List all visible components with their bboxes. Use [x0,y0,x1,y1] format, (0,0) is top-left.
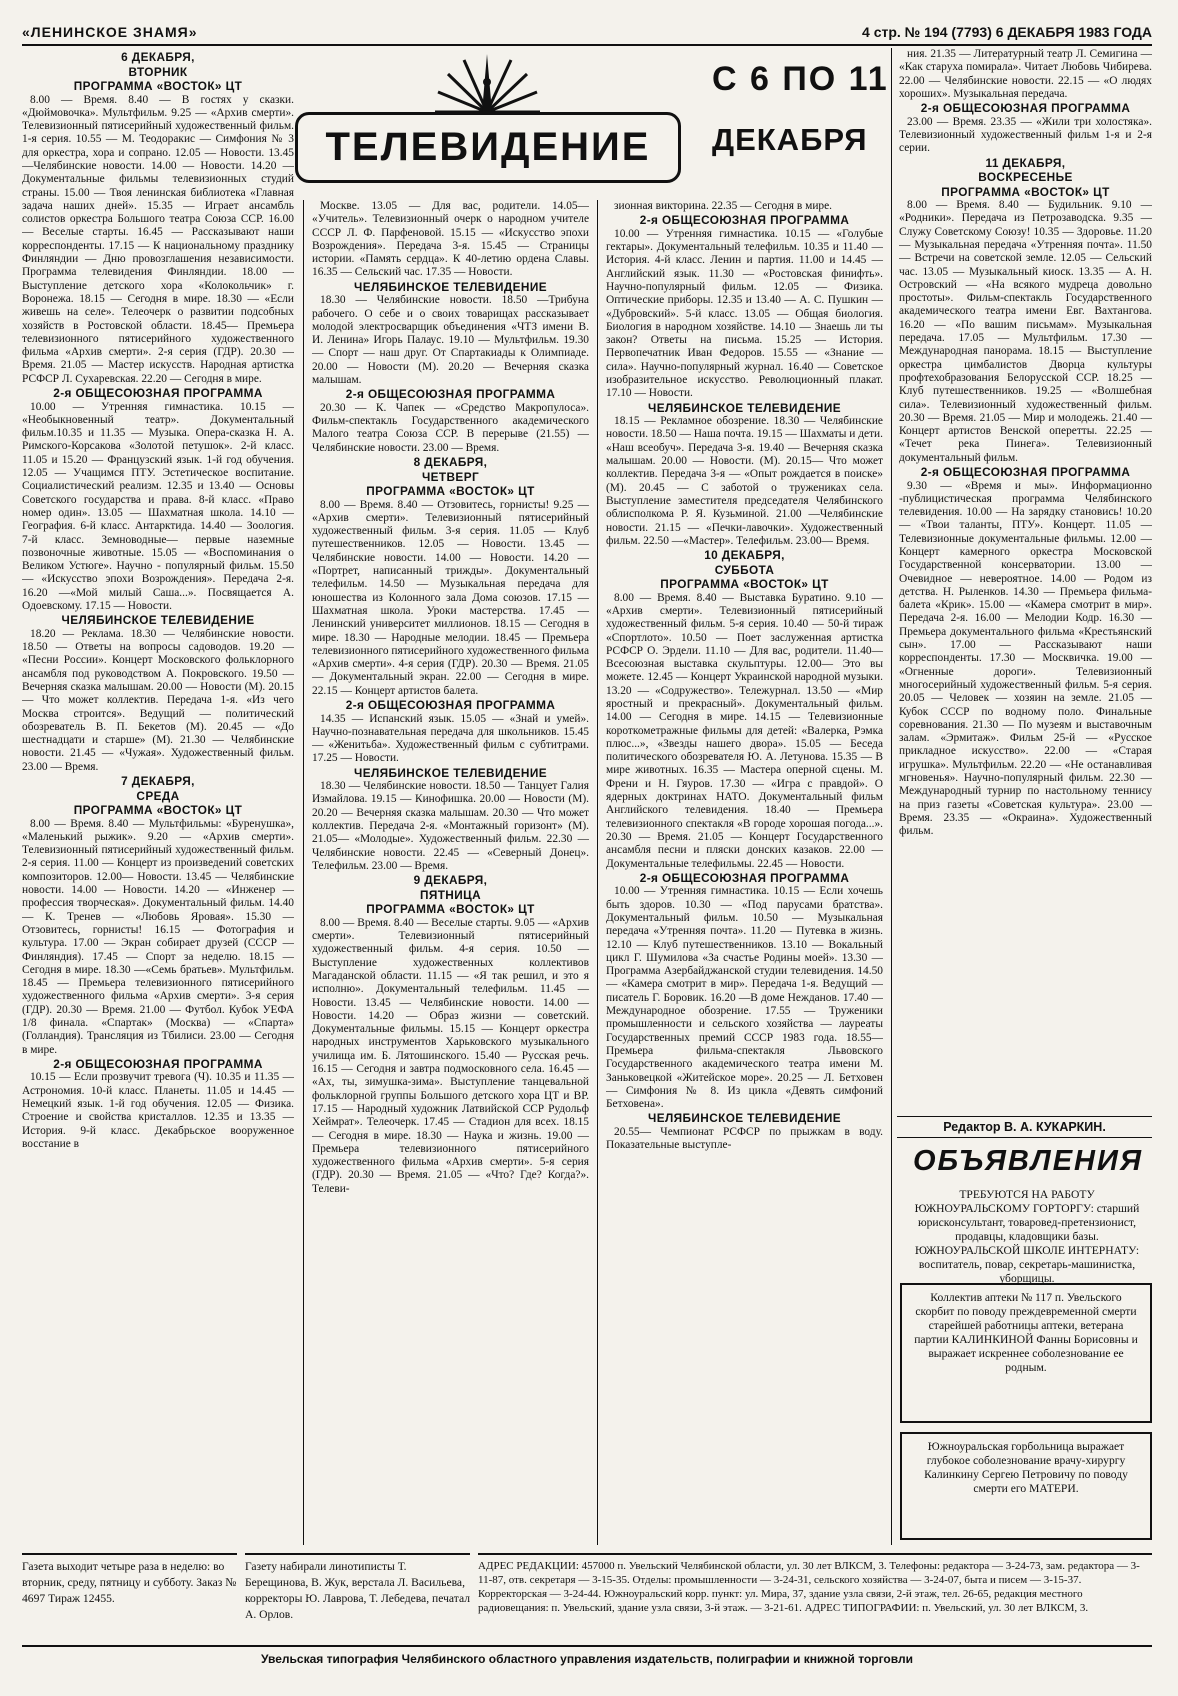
schedule-heading: ПРОГРАММА «ВОСТОК» ЦТ [366,484,535,499]
schedule-text: 10.00 — Утренняя гимнастика. 10.15 — «Необыкновенный театр». Документальный фильм.10.35 и 11.35 — Музыка. Опера-сказка Н. А. Римского-Корсакова «Золотой петушок». 2-й класс. 11.05 и 15.20 — Французский язык. 1-й год обучения. 12.05 — Учащимся ПТУ. Эстетическое воспитание. Социалистический реализм. 12.35 и 13.40 — Основы Советского государства и права. 8-й класс. «Право номер один». 13.05 — Шахматная школа. 14.10 — География. 6-й класс. Антарктида. 14.40 — Зоология. 7-й класс. Земноводные— первые наземные позвоночные животные. 15.05 — «Воспоминания о Великом Устюге». Научно - популярный фильм. 15.50 — «Искусство эпохи Возрождения». Передача 2-я. 16.20 —«Мой милый Саша...». Посвящается А. Одоевскому. 17.15 — Новости. [22,400,294,612]
schedule-text: 18.20 — Реклама. 18.30 — Челябинские новости. 18.50 — Ответы на вопросы садоводов. 19.20 — «Песни России». Концерт Московского фольклорного ансамбля под руководством А. Покровского. 19.50 — Вечерняя сказка малышам. 20.00 — Новости (М). 20.15 — Что может коллектив. Передача 1-я. «Из чего Москва строится». Ведущий — политический обозреватель В. П. Бекетов (М). 20.45 — «До шестнадцати и старше» (М). 21.30 — Челябинские новости. 21.45 — «Чужая». Художественный фильм. 23.00 — Время. [22,627,294,773]
job-ad: ТРЕБУЮТСЯ НА РАБОТУ ЮЖНОУРАЛЬСКОМУ ГОРТОРГУ: старший юрисконсультант, товаровед-претензионист, продавцы, кладовщики базы. ЮЖНОУРАЛЬСКОЙ ШКОЛЕ ИНТЕРНАТУ: воспитатель, повар, секретарь-машинистка, уборщицы. [914,1188,1140,1285]
printer-line: Увельская типография Челябинского областного управления издательств, полиграфии и книжной торговли [22,1645,1152,1666]
schedule-heading: 7 ДЕКАБРЯ, [121,774,195,789]
schedule-heading: ВТОРНИК [128,64,188,79]
schedule-heading: СУББОТА [714,562,775,577]
schedule-heading: ВОСКРЕСЕНЬЕ [978,170,1073,185]
schedule-text: 23.00 — Время. 23.35 — «Жили три холостяка». Телевизионный художественный фильм 1-я и 2-я серии. [899,115,1152,155]
schedule-heading: ЧЕТВЕРГ [421,469,480,484]
schedule-column-1 [22,50,294,1545]
schedule-text: 8.00 — Время. 8.40 — Будильник. 9.10 — «Родники». Передача из Петрозаводска. 9.35 — Служу Советскому Союзу! 10.35 — Здоровье. 11.20 — Музыкальная передача «Утренняя почта». 11.50 — Встречи на советской земле. 12.05 — Сельский час. 13.05 — Музыкальный киоск. 13.35 — А. Н. Островский — «На всякого мудреца довольно простоты». Фильм-спектакль Государственного академического театра имени Евг. Вахтангова. 16.20 — «По вашим письмам». Музыкальная передача. 17.05 — Мультфильм. 17.30 — Международная панорама. 18.15 — Выступление оркестра цимбалистов Дворца культуры профтехобразования Белорусской ССР. 18.25 — Клуб путешественников. 19.25 — «Волшебная сила». Телевизионный художественный фильм. 20.30 — Время. 21.05 — Мир и молодежь. 21.40 — Концерт артистов Венской оперетты. 22.25 — «Течет река Пинега». Телевизионный документальный фильм. [899,199,1152,464]
schedule-heading: ЧЕЛЯБИНСКОЕ ТЕЛЕВИДЕНИЕ [648,1111,841,1126]
footer-address: АДРЕС РЕДАКЦИИ: 457000 п. Увельский Челябинской области, ул. 30 лет ВЛКСМ, 3. Телефоны: редактора — 3-24-73, зам. редактора — 3-11-87, отв. секретаря — 3-15-35. Отделы: промышленности — 3-24-31, сельского хозяйства — 3-24-07, быта и писем — 3-15-37. Корректорская — 3-24-44. Южноуральский корр. пункт: ул. Мира, 37, здание узла связи, 2-й этаж, тел. 26-65, редакция местного радиовещания: п. Увельский, здание узла связи, 3-й этаж. — 3-21-61. АДРЕС ТИПОГРАФИИ: п. Увельский, ул. 30 лет ВЛКСМ, 3. [478,1553,1152,1623]
schedule-text: 10.15 — Если прозвучит тревога (Ч). 10.35 и 11.35 — Астрономия. 10-й класс. Планеты. 11.05 и 14.45 — Немецкий язык. 1-й год обучения. 12.05 — Физика. Строение и свойства кристаллов. 12.35 и 13.35 — История. 9-й класс. Декабрьское вооруженное восстание в [22,1071,294,1150]
issue-info: 4 стр. № 194 (7793) 6 ДЕКАБРЯ 1983 ГОДА [862,24,1152,40]
schedule-heading: ПРОГРАММА «ВОСТОК» ЦТ [366,902,535,917]
schedule-heading: ПРОГРАММА «ВОСТОК» ЦТ [73,79,243,93]
schedule-heading: ПРОГРАММА «ВОСТОК» ЦТ [660,577,829,592]
schedule-text: 14.35 — Испанский язык. 15.05 — «Знай и умей». Научно-познавательная передача для школьников. 15.45 — «Женитьба». Художественный фильм с субтитрами. 17.25 — Новости. [312,712,589,765]
dates-line-2: ДЕКАБРЯ [712,122,868,157]
schedule-text: 10.00 — Утренняя гимнастика. 10.15 — Если хочешь быть здоров. 10.30 — «Под парусами братства». Документальный фильм. 10.50 — Музыкальная передача «Утренняя почта». 11.20 — Путевка в жизнь. 12.10 — Клуб путешественников. 13.10 — Вокальный цикл Г. Шумилова «За счастье Родины моей». 13.30 — Программа Азербайджанской студии телевидения. 14.50 — «Камера смотрит в мир». Передача 1-я. Ведущий — писатель Г. Боровик. 16.20 —В доме Нежданов. 17.40 — Международное обозрение. 17.55 — Труженики промышленности и сельского хозяйства — лауреаты Государственных премий СССР 1983 года. 18.55—Премьера фильма-спектакля Львовского Государственного академического театра имени М. Заньковецкой «Житейское море». 20.25 — Л. Бетховен — Симфония № 8. Из цикла «Девять симфоний Бетховена». [606,885,883,1111]
schedule-text: 20.55— Чемпионат РСФСР по прыжкам в воду. Показательные выступле- [606,1125,883,1152]
schedule-heading: 11 ДЕКАБРЯ, [985,155,1066,170]
column-rule [597,200,598,1545]
footer-typesetters: Газету набирали линотиписты Т. Берещинова, В. Жук, верстала Л. Васильева, корректоры Ю. Лаврова, Т. Лебедева, печатал А. Орлов. [245,1553,470,1623]
schedule-heading: ПЯТНИЦА [419,887,482,902]
schedule-heading: 10 ДЕКАБРЯ, [704,548,785,563]
schedule-heading: 2-я ОБЩЕСОЮЗНАЯ ПРОГРАММА [53,386,263,401]
schedule-text: 9.30 — «Время и мы». Информационно -публицистическая программа Челябинского телевидения. 10.00 — На зарядку становись! 10.20 — «Твои таланты, ПТУ». Концерт. 11.05 — Телевизионные документальные фильмы. 12.00 — Концерт камерного оркестра Московской Государственной консерватории. 13.00 — Очевидное — невероятное. 14.00 — Родом из детства. Н. Рыленков. 14.30 — Премьера фильма-балета «Крик». 15.00 — «Камера смотрит в мир». Передача 2-я. 16.00 — Мелодии Кодр. 16.30 — Премьера документального фильма «Крестьянский сын». 17.00 — Рассказывают наши корреспонденты. 17.30 — Москвичка. 19.00 — «Огненные дороги». Телевизионный многосерийный художественный фильм. 5-я серия. 20.05 — Человек — хозяин на земле. 21.05 — Кубок СССР по водному поло. Финальные соревнования. 21.30 — По музеям и выставочным залам. «Эрмитаж». Фильм 25-й — «Русское прикладное искусство». 22.00 — «Старая игрушка». Мультфильм. 22.20 — «Не останавливая мгновенья». Научно-популярный фильм. 22.30 — Международный турнир по настольному теннису на приз газеты «Советская культура». 23.00 — Время. 23.35 — «Окраина». Художественный фильм. [899,479,1152,838]
schedule-heading: ЧЕЛЯБИНСКОЕ ТЕЛЕВИДЕНИЕ [354,765,547,780]
schedule-heading: 2-я ОБЩЕСОЮЗНАЯ ПРОГРАММА [639,870,850,885]
schedule-heading: ЧЕЛЯБИНСКОЕ ТЕЛЕВИДЕНИЕ [648,400,841,415]
schedule-heading: 2-я ОБЩЕСОЮЗНАЯ ПРОГРАММА [345,698,556,712]
footer-schedule: Газета выходит четыре раза в неделю: во вторник, среду, пятницу и субботу. Заказ № 4697 Тираж 12455. [22,1553,237,1623]
editor-credit: Редактор В. А. КУКАРКИН. [897,1116,1152,1138]
schedule-heading: 9 ДЕКАБРЯ, [413,873,488,888]
schedule-heading: ПРОГРАММА «ВОСТОК» ЦТ [73,803,243,818]
schedule-heading: 2-я ОБЩЕСОЮЗНАЯ ПРОГРАММА [920,465,1131,480]
schedule-heading: 6 ДЕКАБРЯ, [121,50,195,64]
schedule-heading: ПРОГРАММА «ВОСТОК» ЦТ [941,184,1110,199]
schedule-text: 8.00 — Время. 8.40 — Мультфильмы: «Буренушка», «Маленький рыжик». 9.20 — «Архив смерти». Телевизионный пятисерийный художественный фильм. 2-я серия. 11.00 — Концерт из произведений советских композиторов. 12.00— Новости. 13.45 — Челябинские новости. 14.00 — Новости. 14.20 — «Инженер — профессия творческая». Документальный фильм. 14.40 — К. Тренев — «Любовь Яровая». 15.30 — Отзовитесь, горнисты! 16.15 — Фотография и культура. 17.00 — Экран собирает друзей (СССР — Финляндия). 17.45 — Спорт за неделю. 18.15 — Сегодня в мире. 18.30 —«Семь братьев». Мультфильм. 18.45 — Премьера телевизионного пятисерийного художественного фильма «Архив смерти». 3-я серия (ГДР). 20.30 — Время. 21.00 — Футбол. Кубок УЕФА 1/8 финала. «Спартак» (Москва) — «Спарта» (Голландия). Трансляция из Тбилиси. 23.00 — Сегодня в мире. [22,817,294,1056]
schedule-heading: 2-я ОБЩЕСОЮЗНАЯ ПРОГРАММА [53,1056,263,1071]
schedule-heading: 2-я ОБЩЕСОЮЗНАЯ ПРОГРАММА [639,213,850,228]
schedule-text: 8.00 — Время. 8.40 — Веселые старты. 9.05 — «Архив смерти». Телевизионный пятисерийный художественный фильм. 4-я серия. 10.50 — Выступление художественных коллективов Магаданской области. 11.15 — «Я так решил, и это я исполню». Документальный телефильм. 11.45 — Новости. 13.45 — Челябинские новости. 14.00 — Новости. 14.20 — Образ жизни — советский. Документальные фильмы. 15.15 — Концерт оркестра народных инструментов Харьковского музыкального училища им. Б. Лятошинского. 15.40 — Русская речь. 16.15 — Сегодня и завтра подмосковного села. 16.45 — «Ах, ты, зимушка-зима». Выступление танцевальной фольклорной группы Большого детского хора ЦТ и ВР. 17.15 — Народный художник Латвийской ССР Рудольф Хеймрат». Телеочерк. 17.45 — Стадион для всех. 18.15 — Сегодня в мире. 18.30 — Наука и жизнь. 19.00 — Премьера телевизионного пятисерийного художественного фильма «Архив смерти». 5-я серия (ГДР). 20.30 — Время. 21.05 — «Что? Где? Когда?». Телеви- [312,916,589,1195]
schedule-heading: ЧЕЛЯБИНСКОЕ ТЕЛЕВИДЕНИЕ [61,613,255,628]
schedule-heading: 8 ДЕКАБРЯ, [413,455,488,470]
column-rule [303,200,304,1545]
schedule-text: 18.30 — Челябинские новости. 18.50 —Трибуна рабочего. О себе и о своих товарищах рассказывает молодой электросварщик объединения «ЧТЗ имени В. И. Ленина» Игорь Палаус. 19.10 — Мультфильм. 19.30 — Спорт — наш друг. От Спартакиады к Олимпиаде. 20.00 — Новости (М). 20.20 — Вечерняя сказка малышам. [312,294,589,387]
paper-name: «ЛЕНИНСКОЕ ЗНАМЯ» [22,24,198,40]
ads-heading: ОБЪЯВЛЕНИЯ [913,1145,1143,1177]
masthead [22,22,1152,46]
schedule-heading: 2-я ОБЩЕСОЮЗНАЯ ПРОГРАММА [920,101,1131,116]
column-rule [891,48,892,1545]
section-title-box [295,112,681,183]
schedule-text: 8.00 — Время. 8.40 — В гостях у сказки. «Дюймовочка». Мультфильм. 9.25 — «Архив смерти». Телевизионный пятисерийный художественный фильм. 1-я серия. 10.55 — М. Теодоракис — Симфония № 3 для оркестра, хора и сопрано. 12.05 — Новости. 13.45 —Челябинские новости. 14.00 — Новости. 14.20 — Документальные фильмы телевизионных студий страны. 15.00 — Твоя ленинская библиотека «Главная задача наших дней». 15.35 — Играет ансамбль солистов оркестра Большого театра Союза ССР. 16.00 — Веселые старты. 16.45 — Рассказывают наши корреспонденты. 17.15 — К национальному празднику Финляндии — Дню провозглашения независимости. Программа телевидения Финляндии. 18.00 —Выступление детского хора «Колокольчик» г. Воронежа. 18.15 — Сегодня в мире. 18.30 — «Если живешь на селе». Телеочерк о развитии подсобных хозяйств в Ростовской области. 18.45— Премьера телевизионного пятисерийного художественного фильма «Архив смерти». 2-я серия (ГДР). 20.30 — Время. 21.05 — Мастер искусств. Народная артистка РСФСР Л. Сухаревская. 22.20 — Сегодня в мире. [22,93,294,385]
schedule-column-3 [606,200,883,1545]
schedule-text: 10.00 — Утренняя гимнастика. 10.15 — «Голубые гектары». Документальный телефильм. 10.35 и 11.40 — История. 4-й класс. Ленин и партия. 11.00 и 14.45 — Английский язык. 11.30 — «Ростовская финифть». Научно-популярный фильм. 12.05 — Физика. Оптические приборы. 12.35 и 13.40 — А. С. Пушкин — «Дубровский». 5-й класс. 13.05 — Общая биология. Биология в народном хозяйстве. 14.10 — Знаешь ли ты закон? Ответы на письма. 15.25 — История. Первопечатник Иван Федоров. 15.55 — «Знание — сила». Научно-популярный журнал. 16.40 — Советское изобразительное искусство. Революционный плакат. 17.10 — Новости. [606,227,883,400]
schedule-text: 18.15 — Рекламное обозрение. 18.30 — Челябинские новости. 18.50 — Наша почта. 19.15 — Шахматы и дети. «Наш всеобуч». Передача 3-я. 19.40 — Вечерняя сказка малышам. 20.00 — Новости. (М). 20.15— Что может коллектив. Передача 3-я — «Опыт рождается в поиске» (М). 20.45 — С заботой о тружениках села. Выступление заместителя председателя Челябинского облисполкома Р. Я. Кузьминой. 21.00 —Челябинские новости. 21.15 — «Печки-лавочки». Художественный фильм. 22.50 —«Мастер». Телефильм. 23.00— Время. [606,415,883,547]
schedule-heading: ЧЕЛЯБИНСКОЕ ТЕЛЕВИДЕНИЕ [354,279,547,294]
schedule-column-4 [899,48,1152,1110]
condolence-box-2: Южноуральская горбольница выражает глубокое соболезнование врачу-хирургу Калинкину Сергею Петровичу по поводу смерти его МАТЕРИ. [900,1432,1152,1540]
schedule-text: зионная викторина. 22.35 — Сегодня в мире. [614,200,833,212]
condolence-box-1: Коллектив аптеки № 117 п. Увельского скорбит по поводу преждевременной смерти старейшей работницы аптеки, ветерана партии КАЛИНКИНОЙ Фанны Борисовны и выражает искреннее соболезнование ее родным. [900,1283,1152,1423]
schedule-text: Москве. 13.05 — Для вас, родители. 14.05— «Учитель». Телевизионный очерк о народном учителе СССР Л. Ф. Парфеновой. 15.15 — «Искусство эпохи Возрождения». Передача 3-я. 15.45 — Страницы истории. «Память сердца». К 40-летию ордена Славы. 16.35 — Сельский час. 17.35 — Новости. [312,200,589,279]
schedule-text: 8.00 — Время. 8.40 — Выставка Буратино. 9.10 — «Архив смерти». Телевизионный пятисерийный художественный фильм. 5-я серия. 10.40 — 50-й тираж «Спортлото». 10.50 — Поет заслуженная артистка РСФСР О. Эрдели. 11.10 — Для вас, родители. 11.40—Всесоюзная выставка скульптуры. 12.00— Это вы можете. 12.45 — Концерт Украинской народной музыки. 13.20 — «Содружество». Тележурнал. 13.50 — «Мир яростный и прекрасный». Документальный фильм. 14.00 — Сегодня в мире. 14.15 — Телевизионные короткометражные фильмы для детей: «Валерка, Рэмка плюс...», «Звезды нашего двора». 15.05 — Беседа политического обозревателя Ю. А. Летунова. 15.35 — В мире животных. 16.35 — Мастера оперной сцены. М. Френи и Н. Гяуров. 17.30 — «Игра с правдой». О ядерных доктринах НАТО. Документальный фильм Английского телевидения. 18.40 — Премьера телевизионного спектакля «В городе хорошая погода...». 20.30 — Время. 21.05 — Концерт Государственного ансамбля песни и пляски донских казаков. 22.00 — Документальные телефильмы. 22.45 — Новости. [606,591,883,870]
section-title: ТЕЛЕВИДЕНИЕ [325,125,651,169]
schedule-heading: СРЕДА [136,788,180,803]
schedule-column-2 [312,200,589,1545]
schedule-text: 20.30 — К. Чапек — «Средство Макропулоса». Фильм-спектакль Государственного академического Малого театра Союза ССР. В перерыве (21.55) — Челябинские новости. 23.00 — Время. [312,401,589,454]
schedule-text: 18.30 — Челябинские новости. 18.50 — Танцует Галия Измайлова. 19.15 — Кинофишка. 20.00 — Новости (М). 20.20 — Вечерняя сказка малышам. 20.30 — Что может коллектив. Передача 2-я. «Монтажный горизонт» (М). 21.05— «Молодые». Художественный фильм. 22.30 — Челябинские новости. 22.45 — «Северный Донец». Телефильм. 23.00 — Время. [312,780,589,872]
dates-line-1: С 6 ПО 11 [712,60,889,98]
schedule-text: ния. 21.35 — Литературный театр Л. Семигина — «Как старуха помирала». Читает Любовь Чибирева. 22.00 — Челябинские новости. 22.15 — «О людях хороших». Музыкальная передача. [899,48,1152,100]
schedule-text: 8.00 — Время. 8.40 — Отзовитесь, горнисты! 9.25 — «Архив смерти». Телевизионный пятисерийный художественный фильм. 3-я серия. 11.05 — Клуб путешественников. 12.05 — Новости. 13.45 — Челябинские новости. 14.00 — Новости. 14.20 — «Портрет, написанный трижды». Документальный телефильм. 14.50 — Музыкальная передача для юношества из Колонного зала Дома союзов. 17.15 — Шахматная школа. Уроки мастерства. 17.45 — Ленинский университет миллионов. 18.15 — Сегодня в мире. 18.30 — Народные мелодии. 18.45 — Премьера телевизионного пятисерийного художественного фильма «Архив смерти». 4-я серия (ГДР). 20.30 — Время. 21.05 — Документальный экран. 22.00 — Сегодня в мире. 22.15 — Концерт артистов балета. [312,498,589,697]
tv-tower-icon [430,52,545,114]
schedule-heading: 2-я ОБЩЕСОЮЗНАЯ ПРОГРАММА [345,387,556,402]
